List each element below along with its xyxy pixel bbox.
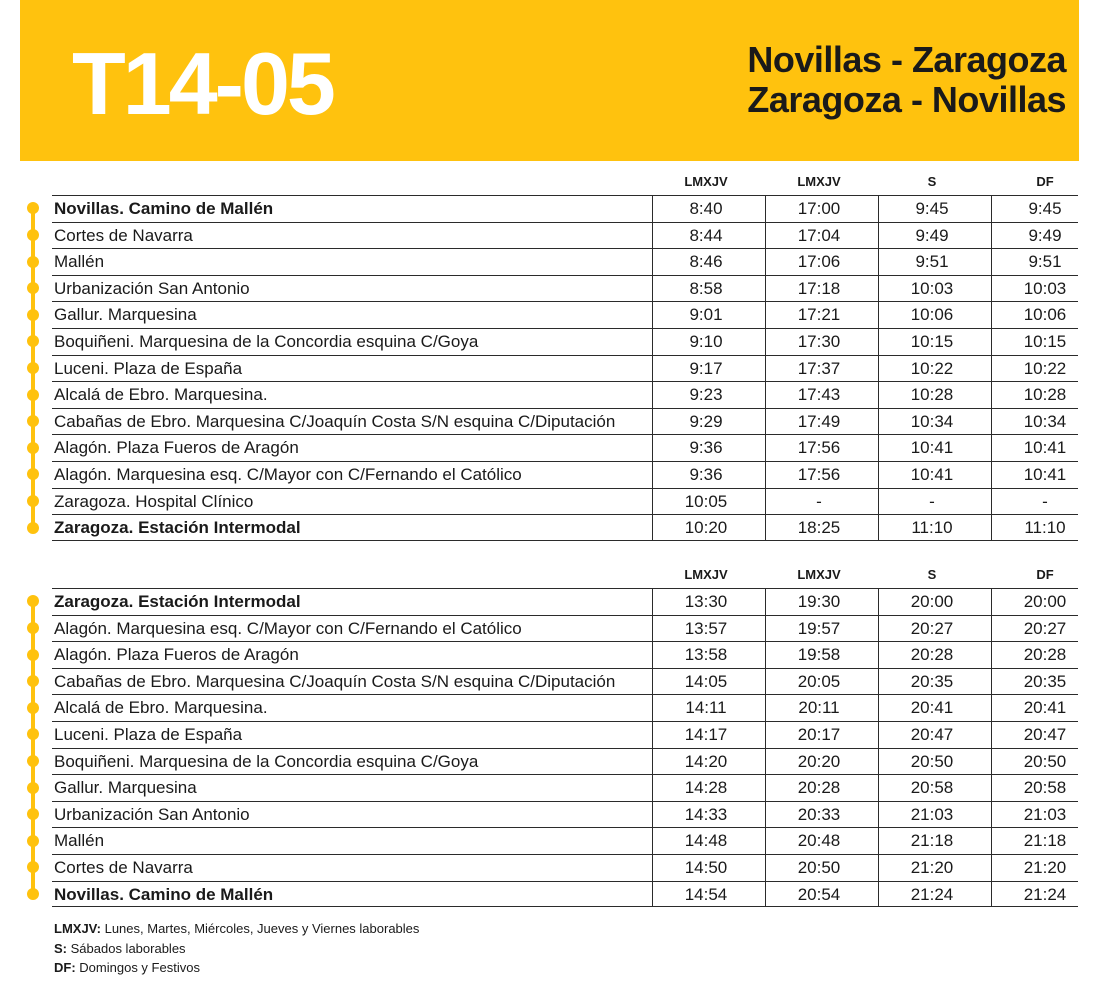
route-line-return: Zaragoza - Novillas — [747, 79, 1066, 120]
departure-time: 14:17 — [684, 724, 728, 744]
departure-time: 17:00 — [797, 199, 841, 218]
stop-name: Urbanización San Antonio — [54, 278, 250, 298]
departure-time: 17:21 — [797, 305, 841, 325]
departure-time: 10:22 — [910, 358, 954, 378]
table-row — [52, 381, 1078, 408]
departure-time: 8:40 — [689, 199, 723, 218]
table-row — [52, 408, 1078, 435]
departure-time: 14:54 — [684, 884, 728, 904]
departure-time: 9:51 — [1028, 252, 1062, 272]
departure-time: 20:05 — [797, 671, 841, 691]
departure-time: 9:29 — [689, 411, 723, 431]
departure-time: 21:18 — [910, 831, 954, 851]
departure-time: 20:41 — [910, 698, 954, 718]
stop-name: Gallur. Marquesina — [54, 778, 197, 798]
departure-time: 10:28 — [1023, 385, 1067, 405]
column-divider — [991, 588, 992, 907]
departure-time: 10:41 — [910, 464, 954, 484]
departure-time: 10:06 — [1023, 305, 1067, 325]
departure-time: 9:45 — [1028, 199, 1062, 218]
table-row — [52, 434, 1078, 461]
column-header: LMXJV — [797, 567, 841, 582]
legend — [54, 919, 419, 978]
departure-time: 9:36 — [689, 464, 723, 484]
route-connector — [31, 372, 35, 391]
departure-time: 20:00 — [1023, 592, 1067, 611]
stop-name: Alagón. Plaza Fueros de Aragón — [54, 438, 299, 458]
line-code: T14-05 — [72, 34, 333, 133]
departure-time: 17:49 — [797, 411, 841, 431]
return-timetable — [0, 561, 1100, 907]
route-connector — [31, 505, 35, 524]
departure-time: 20:58 — [910, 778, 954, 798]
departure-time: 9:51 — [915, 252, 949, 272]
table-row — [52, 615, 1078, 642]
departure-time: 21:24 — [1023, 884, 1067, 904]
departure-time: 20:28 — [1023, 645, 1067, 665]
departure-time: 20:00 — [910, 592, 954, 611]
departure-time: 20:48 — [797, 831, 841, 851]
route-connector — [31, 239, 35, 258]
departure-time: 10:41 — [1023, 438, 1067, 458]
stop-name: Zaragoza. Hospital Clínico — [54, 491, 254, 511]
column-divider — [878, 588, 879, 907]
departure-time: 9:01 — [689, 305, 723, 325]
table-row — [52, 748, 1078, 775]
table-row — [52, 248, 1078, 275]
timetable-grid — [52, 195, 1078, 541]
departure-time: 18:25 — [797, 518, 841, 538]
stop-name: Novillas. Camino de Mallén — [54, 199, 274, 218]
column-divider — [652, 195, 653, 541]
departure-time: 21:24 — [910, 884, 954, 904]
departure-time: 17:56 — [797, 438, 841, 458]
route-line-outbound: Novillas - Zaragoza — [747, 39, 1066, 80]
departure-time: 11:10 — [1024, 518, 1066, 538]
departure-time: 20:54 — [797, 884, 841, 904]
stop-name: Zaragoza. Estación Intermodal — [54, 518, 301, 538]
departure-time: 20:35 — [1023, 671, 1067, 691]
departure-time: 14:20 — [684, 751, 728, 771]
stop-name: Urbanización San Antonio — [54, 804, 250, 824]
table-row — [52, 355, 1078, 382]
route-connector — [31, 292, 35, 311]
column-header: S — [927, 567, 937, 582]
route-connector — [31, 765, 35, 784]
departure-time: 10:15 — [1023, 331, 1067, 351]
stop-name: Alcalá de Ebro. Marquesina. — [54, 385, 268, 405]
departure-time: 20:28 — [797, 778, 841, 798]
departure-time: 17:04 — [797, 225, 841, 245]
departure-time: 20:20 — [797, 751, 841, 771]
departure-time: 10:20 — [684, 518, 728, 538]
departure-time: 10:05 — [684, 491, 728, 511]
departure-time: 21:18 — [1023, 831, 1067, 851]
table-row — [52, 721, 1078, 748]
stop-name: Zaragoza. Estación Intermodal — [54, 592, 301, 611]
column-header: DF — [1036, 174, 1054, 189]
departure-time: - — [816, 491, 822, 511]
header-banner — [20, 0, 1079, 161]
departure-time: 20:50 — [1023, 751, 1067, 771]
table-row — [52, 195, 1078, 222]
table-row — [52, 854, 1078, 881]
table-row — [52, 328, 1078, 355]
route-connector — [31, 818, 35, 837]
departure-time: 17:43 — [797, 385, 841, 405]
departure-time: 19:30 — [797, 592, 841, 611]
stop-name: Luceni. Plaza de España — [54, 724, 243, 744]
departure-time: 17:18 — [797, 278, 841, 298]
column-divider — [652, 588, 653, 907]
departure-time: 17:30 — [797, 331, 841, 351]
table-row — [52, 461, 1078, 488]
column-divider — [765, 588, 766, 907]
departure-time: 10:15 — [910, 331, 954, 351]
route-connector — [31, 425, 35, 444]
stop-name: Mallén — [54, 831, 105, 851]
departure-time: 21:20 — [1023, 857, 1067, 877]
stop-name: Alagón. Marquesina esq. C/Mayor con C/Fernando el Católico — [54, 618, 522, 638]
departure-time: 10:03 — [1023, 278, 1067, 298]
route-title — [747, 40, 1066, 120]
departure-time: 21:03 — [1023, 804, 1067, 824]
stop-name: Cabañas de Ebro. Marquesina C/Joaquín Costa S/N esquina C/Diputación — [54, 411, 616, 431]
departure-time: 14:28 — [684, 778, 728, 798]
departure-time: 20:47 — [1023, 724, 1067, 744]
departure-time: 14:05 — [684, 671, 728, 691]
departure-time: 14:50 — [684, 857, 728, 877]
stop-name: Alagón. Plaza Fueros de Aragón — [54, 645, 299, 665]
legend-item: LMXJV: Lunes, Martes, Miércoles, Jueves y Viernes laborables — [54, 921, 420, 936]
departure-time: 20:58 — [1023, 778, 1067, 798]
departure-time: 9:23 — [689, 385, 723, 405]
legend-item: S: Sábados laborables — [54, 940, 186, 956]
table-row — [52, 881, 1078, 908]
table-row — [52, 222, 1078, 249]
column-header: DF — [1036, 567, 1054, 582]
table-row — [52, 488, 1078, 515]
stop-name: Alcalá de Ebro. Marquesina. — [54, 698, 268, 718]
table-row — [52, 694, 1078, 721]
departure-time: - — [1042, 491, 1048, 511]
column-header: LMXJV — [797, 174, 841, 189]
column-divider — [878, 195, 879, 541]
departure-time: 11:10 — [911, 518, 953, 538]
departure-time: 17:06 — [797, 252, 841, 272]
departure-time: 20:27 — [910, 618, 954, 638]
route-connector — [31, 632, 35, 651]
departure-time: 8:58 — [689, 278, 723, 298]
departure-time: 19:57 — [797, 618, 841, 638]
departure-time: 9:36 — [689, 438, 723, 458]
departure-time: 10:41 — [910, 438, 954, 458]
stop-name: Novillas. Camino de Mallén — [54, 884, 274, 904]
table-row — [52, 588, 1078, 615]
departure-time: 20:50 — [910, 751, 954, 771]
departure-time: 8:44 — [689, 225, 723, 245]
departure-time: 9:45 — [915, 199, 949, 218]
column-header: LMXJV — [684, 174, 728, 189]
departure-time: 20:50 — [797, 857, 841, 877]
departure-time: 20:47 — [910, 724, 954, 744]
table-row — [52, 668, 1078, 695]
departure-time: 10:34 — [910, 411, 954, 431]
stop-name: Boquiñeni. Marquesina de la Concordia esquina C/Goya — [54, 331, 479, 351]
departure-time: 13:30 — [684, 592, 728, 611]
timetable-grid — [52, 588, 1078, 907]
departure-time: 14:11 — [685, 698, 727, 718]
stop-name: Mallén — [54, 252, 105, 272]
departure-time: 19:58 — [797, 645, 841, 665]
departure-time: 8:46 — [689, 252, 723, 272]
stop-name: Cortes de Navarra — [54, 225, 193, 245]
departure-time: 10:06 — [910, 305, 954, 325]
departure-time: 20:17 — [797, 724, 841, 744]
outbound-timetable — [0, 168, 1100, 541]
departure-time: 20:27 — [1023, 618, 1067, 638]
departure-time: 9:17 — [689, 358, 723, 378]
table-row — [52, 514, 1078, 541]
departure-time: 20:28 — [910, 645, 954, 665]
departure-time: 10:03 — [910, 278, 954, 298]
stop-dot-icon — [27, 888, 39, 900]
departure-time: 13:58 — [684, 645, 728, 665]
column-header: S — [927, 174, 937, 189]
column-headers — [0, 168, 1100, 195]
table-row — [52, 801, 1078, 828]
table-row — [52, 827, 1078, 854]
stop-dot-icon — [27, 522, 39, 534]
departure-time: 14:33 — [684, 804, 728, 824]
departure-time: 17:37 — [797, 358, 841, 378]
stop-name: Alagón. Marquesina esq. C/Mayor con C/Fernando el Católico — [54, 464, 522, 484]
departure-time: 21:20 — [910, 857, 954, 877]
column-header: LMXJV — [684, 567, 728, 582]
departure-time: 10:22 — [1023, 358, 1067, 378]
column-divider — [765, 195, 766, 541]
stop-name: Cabañas de Ebro. Marquesina C/Joaquín Costa S/N esquina C/Diputación — [54, 671, 616, 691]
departure-time: 10:28 — [910, 385, 954, 405]
column-headers — [0, 561, 1100, 588]
table-row — [52, 774, 1078, 801]
departure-time: 20:35 — [910, 671, 954, 691]
departure-time: 9:10 — [689, 331, 723, 351]
departure-time: 10:34 — [1023, 411, 1067, 431]
departure-time: 10:41 — [1023, 464, 1067, 484]
departure-time: 14:48 — [684, 831, 728, 851]
stop-name: Cortes de Navarra — [54, 857, 193, 877]
stop-name: Luceni. Plaza de España — [54, 358, 243, 378]
departure-time: 20:33 — [797, 804, 841, 824]
table-row — [52, 301, 1078, 328]
departure-time: 9:49 — [915, 225, 949, 245]
departure-time: 21:03 — [910, 804, 954, 824]
departure-time: 13:57 — [684, 618, 728, 638]
departure-time: 20:41 — [1023, 698, 1067, 718]
stop-name: Gallur. Marquesina — [54, 305, 197, 325]
stop-name: Boquiñeni. Marquesina de la Concordia esquina C/Goya — [54, 751, 479, 771]
table-row — [52, 275, 1078, 302]
departure-time: - — [929, 491, 935, 511]
legend-item: DF: Domingos y Festivos — [54, 960, 200, 975]
departure-time: 9:49 — [1028, 225, 1062, 245]
route-connector — [31, 685, 35, 704]
departure-time: 20:11 — [798, 698, 840, 718]
departure-time: 17:56 — [797, 464, 841, 484]
table-row — [52, 641, 1078, 668]
column-divider — [991, 195, 992, 541]
